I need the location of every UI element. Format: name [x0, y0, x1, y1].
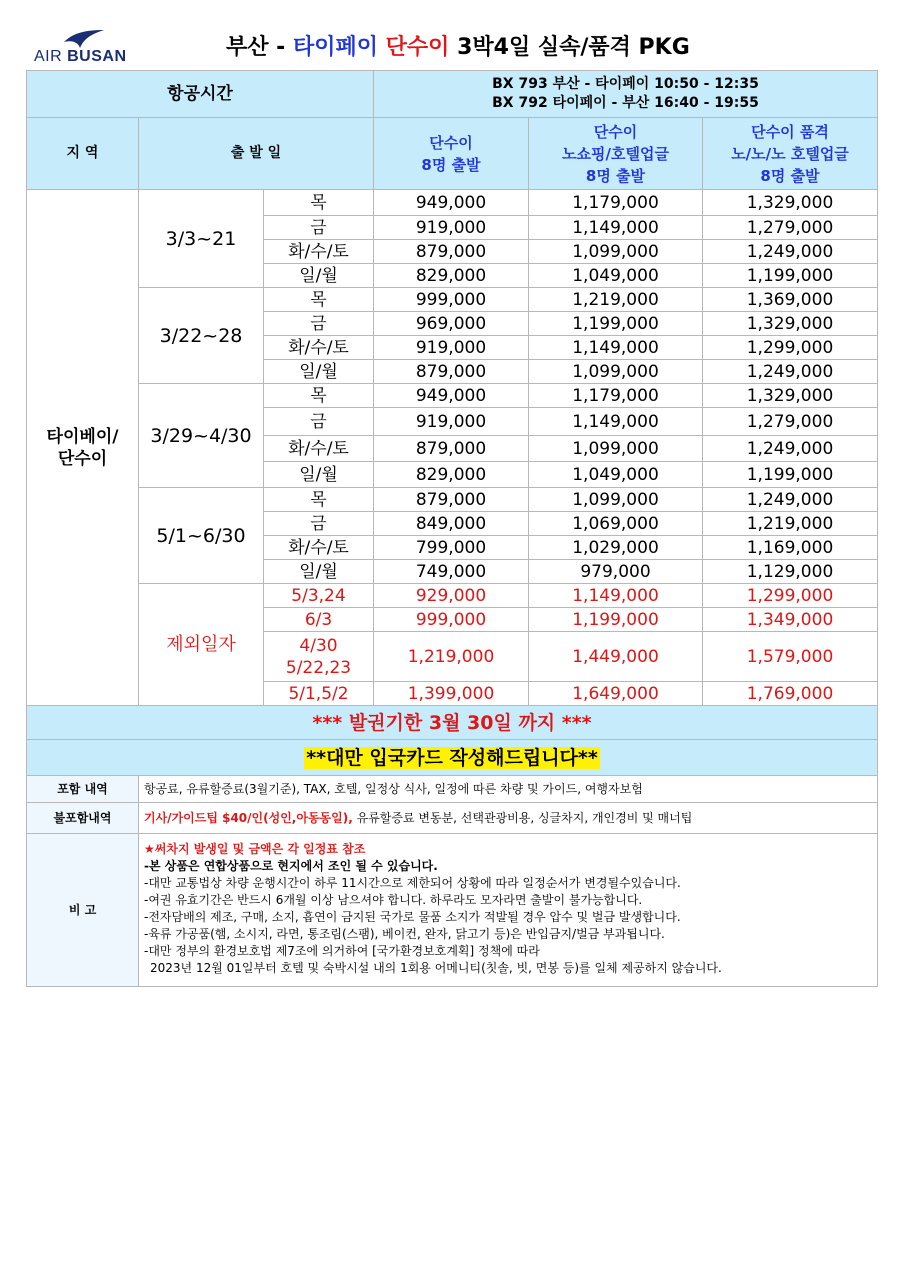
price-cell: 919,000 [374, 216, 529, 240]
price-cell: 1,099,000 [529, 240, 703, 264]
flight-time-info: BX 793 부산 - 타이페이 10:50 - 12:35 BX 792 타이페이 - 부산 16:40 - 19:55 [374, 71, 878, 118]
price-cell: 1,299,000 [703, 336, 878, 360]
excluded-price-cell: 1,449,000 [529, 632, 703, 682]
price-cell: 1,249,000 [703, 436, 878, 462]
price-cell: 949,000 [374, 190, 529, 216]
price-row [27, 384, 878, 408]
price-cell: 749,000 [374, 560, 529, 584]
day-cell: 일/월 [264, 264, 374, 288]
region-cell: 타이베이/ 단수이 [27, 190, 139, 706]
day-cell: 일/월 [264, 360, 374, 384]
flight-time-label: 항공시간 [27, 71, 374, 118]
page-header [26, 24, 876, 70]
price-cell: 1,199,000 [703, 462, 878, 488]
price-cell: 1,129,000 [703, 560, 878, 584]
day-cell: 화/수/토 [264, 336, 374, 360]
air-busan-logo [34, 28, 144, 68]
period-cell: 3/22~28 [139, 288, 264, 384]
price-cell: 999,000 [374, 288, 529, 312]
page-title: 부산 - 타이페이 단수이 3박4일 실속/품격 PKG [226, 35, 690, 60]
price-cell: 1,249,000 [703, 240, 878, 264]
day-cell: 목 [264, 288, 374, 312]
price-cell: 1,249,000 [703, 488, 878, 512]
day-cell: 목 [264, 190, 374, 216]
excluded-price-cell: 1,199,000 [529, 608, 703, 632]
price-table [26, 70, 878, 987]
price-cell: 1,149,000 [529, 336, 703, 360]
entry-card-banner: **대만 입국카드 작성해드립니다** [27, 740, 878, 776]
price-cell: 1,329,000 [703, 384, 878, 408]
included-text: 항공료, 유류할증료(3월기준), TAX, 호텔, 일정상 식사, 일정에 따른 차량 및 가이드, 여행자보험 [139, 776, 878, 803]
day-cell: 금 [264, 512, 374, 536]
day-cell: 일/월 [264, 560, 374, 584]
price-cell: 1,049,000 [529, 462, 703, 488]
day-cell: 화/수/토 [264, 536, 374, 560]
excluded-row [27, 584, 878, 608]
day-cell: 목 [264, 488, 374, 512]
excluded-price-cell: 999,000 [374, 608, 529, 632]
price-cell: 949,000 [374, 384, 529, 408]
price-cell: 1,179,000 [529, 384, 703, 408]
price-cell: 1,199,000 [529, 312, 703, 336]
day-cell: 화/수/토 [264, 436, 374, 462]
price-cell: 799,000 [374, 536, 529, 560]
star-icon: ★ [144, 841, 155, 856]
price-row [27, 190, 878, 216]
price-cell: 1,099,000 [529, 360, 703, 384]
excluded-price-cell: 1,349,000 [703, 608, 878, 632]
price-row [27, 288, 878, 312]
excluded-price-cell: 1,299,000 [703, 584, 878, 608]
price-row [27, 488, 878, 512]
remarks-label: 비 고 [27, 834, 139, 987]
excluded-price-cell: 1,219,000 [374, 632, 529, 682]
remarks-text: ★써차지 발생일 및 금액은 각 일정표 참조 -본 상품은 연합상품으로 현지에서 조인 될 수 있습니다. -대만 교통법상 차량 운행시간이 하루 11시간으로 제한되어 상황에 따라 일정순서가 변경될수있습니다. -여권 유효기간은 반드시 6개월 이상 남으셔야 합니다. 하루라도 모자라면 출발이 불가능합니다. -전자담배의 제조, 구매, 소지, 흡연이 금지된 국가로 물품 소지가 적발될 경우 압수 및 벌금 발생합니다. -육류 가공품(햄, 소시지, 라면, 통조림(스팸), 베이컨, 완자, 닭고기 등)은 반입금지/벌금 부과됩니다. -대만 정부의 환경보호법 제7조에 의거하여 [국가환경보호계획] 정책에 따라 2023년 12월 01일부터 호텔 및 숙박시설 내의 1회용 어메니티(칫솔, 빗, 면봉 등)를 일체 제공하지 않습니다. [139, 834, 878, 987]
price-cell: 1,179,000 [529, 190, 703, 216]
price-cell: 1,169,000 [703, 536, 878, 560]
price-cell: 1,099,000 [529, 436, 703, 462]
price-cell: 879,000 [374, 360, 529, 384]
included-label: 포함 내역 [27, 776, 139, 803]
price-cell: 1,329,000 [703, 312, 878, 336]
price-cell: 1,149,000 [529, 216, 703, 240]
price-cell: 879,000 [374, 488, 529, 512]
bird-logo-icon [62, 28, 106, 50]
price-cell: 969,000 [374, 312, 529, 336]
not-included-text: 기사/가이드팁 $40/인(성인,아동동일), 유류할증료 변동분, 선택관광비용, 싱글차지, 개인경비 및 매너팁 [139, 803, 878, 834]
price-cell: 879,000 [374, 436, 529, 462]
period-cell: 3/3~21 [139, 190, 264, 288]
price-cell: 919,000 [374, 336, 529, 360]
price-cell: 879,000 [374, 240, 529, 264]
price-cell: 979,000 [529, 560, 703, 584]
price-cell: 1,279,000 [703, 408, 878, 436]
excluded-price-cell: 1,579,000 [703, 632, 878, 682]
price-cell: 1,279,000 [703, 216, 878, 240]
excluded-date-cell: 6/3 [264, 608, 374, 632]
day-cell: 금 [264, 216, 374, 240]
day-cell: 화/수/토 [264, 240, 374, 264]
excluded-date-cell: 4/30 5/22,23 [264, 632, 374, 682]
logo-text: AIR BUSAN [34, 48, 127, 65]
day-cell: 일/월 [264, 462, 374, 488]
excluded-price-cell: 1,149,000 [529, 584, 703, 608]
price-cell: 829,000 [374, 264, 529, 288]
price-cell: 1,149,000 [529, 408, 703, 436]
price-cell: 1,049,000 [529, 264, 703, 288]
period-cell: 3/29~4/30 [139, 384, 264, 488]
price-cell: 1,219,000 [529, 288, 703, 312]
period-cell: 5/1~6/30 [139, 488, 264, 584]
region-header: 지 역 [27, 118, 139, 190]
price-cell: 919,000 [374, 408, 529, 436]
departure-header: 출 발 일 [139, 118, 374, 190]
product2-header: 단수이 노쇼핑/호텔업글 8명 출발 [529, 118, 703, 190]
excluded-price-cell: 1,769,000 [703, 682, 878, 706]
price-cell: 1,369,000 [703, 288, 878, 312]
price-cell: 1,219,000 [703, 512, 878, 536]
excluded-date-cell: 5/1,5/2 [264, 682, 374, 706]
price-cell: 849,000 [374, 512, 529, 536]
day-cell: 목 [264, 384, 374, 408]
day-cell: 금 [264, 312, 374, 336]
price-cell: 1,099,000 [529, 488, 703, 512]
excluded-date-cell: 5/3,24 [264, 584, 374, 608]
price-cell: 1,249,000 [703, 360, 878, 384]
price-cell: 1,199,000 [703, 264, 878, 288]
price-cell: 1,329,000 [703, 190, 878, 216]
price-rows [27, 190, 878, 706]
excluded-price-cell: 1,649,000 [529, 682, 703, 706]
excluded-label: 제외일자 [139, 584, 264, 706]
price-cell: 1,029,000 [529, 536, 703, 560]
excluded-price-cell: 929,000 [374, 584, 529, 608]
ticketing-deadline-banner: *** 발권기한 3월 30일 까지 *** [27, 706, 878, 740]
day-cell: 금 [264, 408, 374, 436]
excluded-price-cell: 1,399,000 [374, 682, 529, 706]
not-included-label: 불포함내역 [27, 803, 139, 834]
product3-header: 단수이 품격 노/노/노 호텔업글 8명 출발 [703, 118, 878, 190]
product1-header: 단수이 8명 출발 [374, 118, 529, 190]
price-cell: 1,069,000 [529, 512, 703, 536]
price-cell: 829,000 [374, 462, 529, 488]
